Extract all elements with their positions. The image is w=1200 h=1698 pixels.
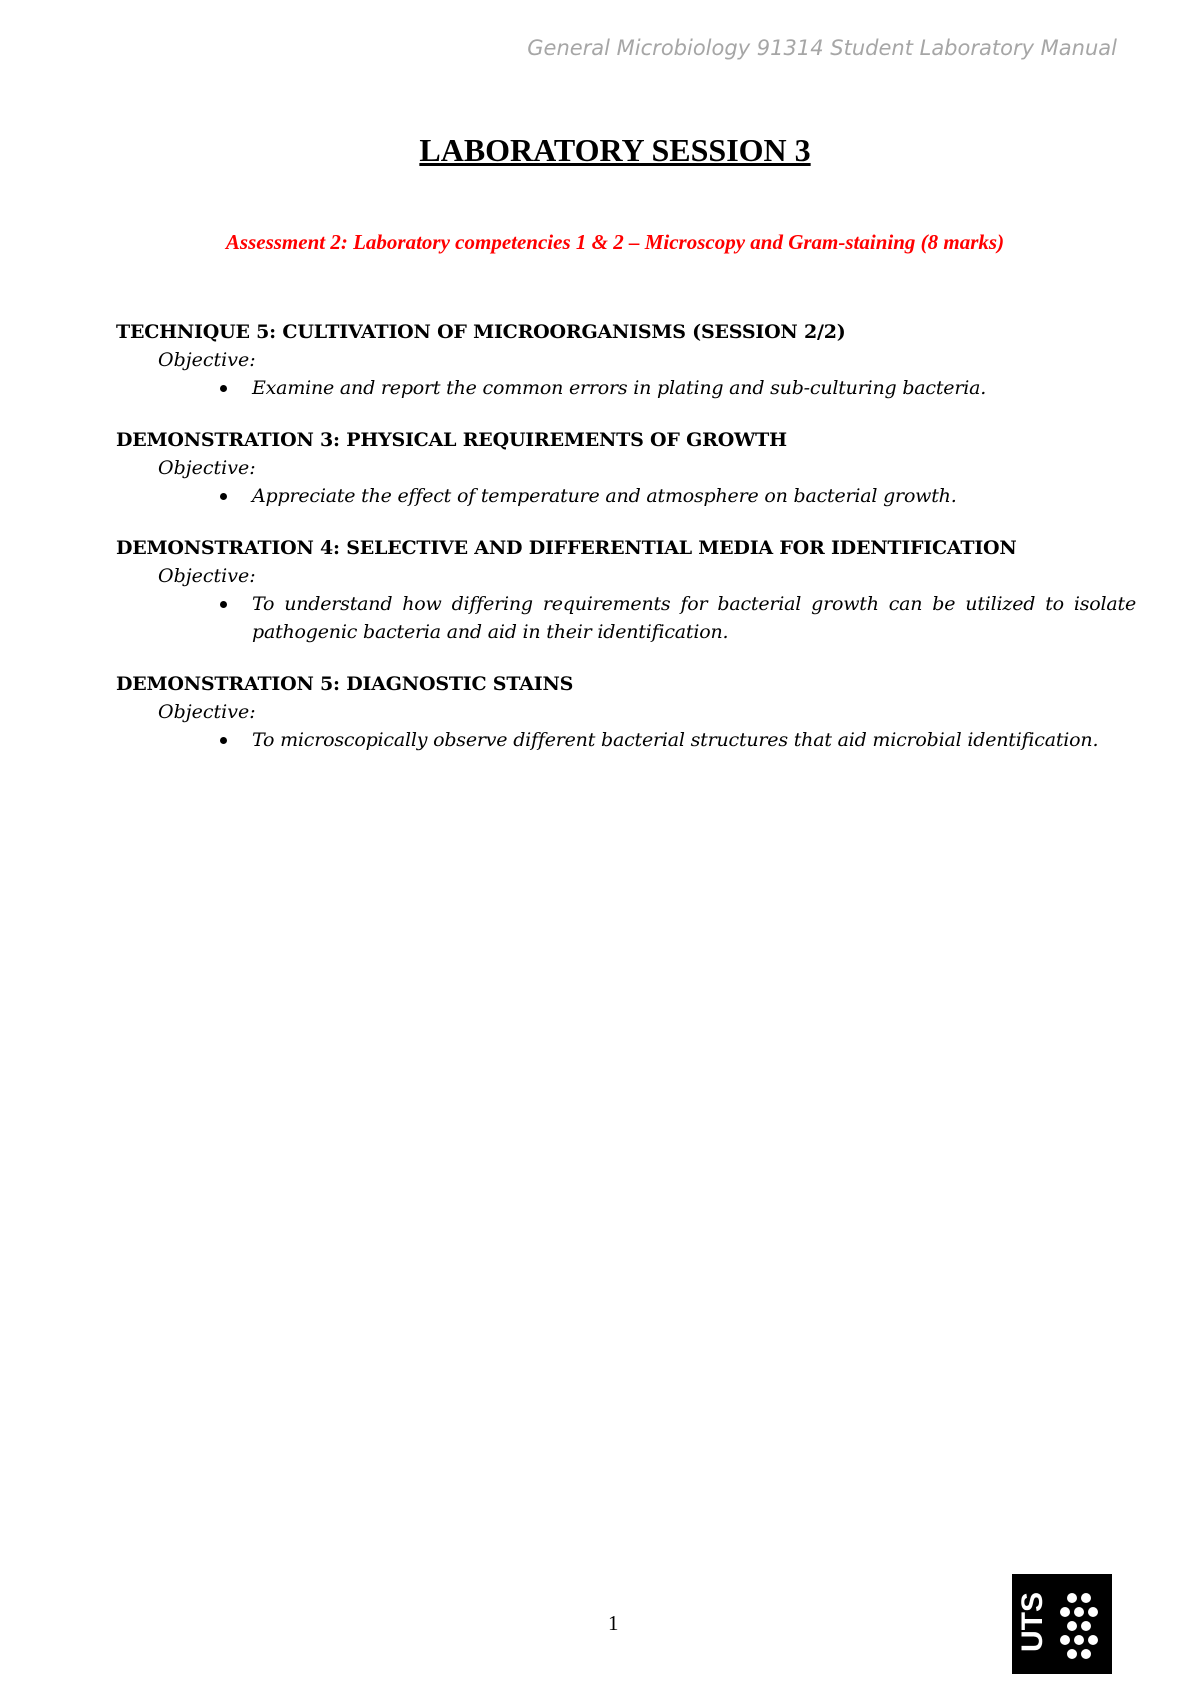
objective-text: To microscopically observe different bacterial structures that aid microbial identification. [252, 729, 1099, 751]
objective-list [116, 726, 1136, 754]
page-title: LABORATORY SESSION 3 [419, 132, 811, 168]
bullet-icon [220, 493, 227, 500]
objective-text: Examine and report the common errors in plating and sub-culturing bacteria. [252, 377, 987, 399]
objective-text: To understand how differing requirements for bacterial growth can be utilized to isolate pathogenic bacteria and aid in their identification. [252, 593, 1136, 643]
section-demonstration-4 [116, 534, 1136, 646]
section-demonstration-5 [116, 670, 1136, 754]
assessment-note: Assessment 2: Laboratory competencies 1 & 2 – Microscopy and Gram-staining (8 marks) [225, 230, 1005, 254]
objective-text: Appreciate the effect of temperature and atmosphere on bacterial growth. [252, 485, 957, 507]
objective-label: Objective: [158, 457, 256, 479]
page-number: 1 [608, 1611, 619, 1635]
sections-container [116, 318, 1136, 778]
uts-logo-graphic [1012, 1574, 1112, 1674]
objective-label: Objective: [158, 701, 256, 723]
objective-item [252, 374, 1136, 402]
running-header: General Microbiology 91314 Student Laboratory Manual [527, 36, 1117, 60]
objective-list [116, 590, 1136, 646]
bullet-icon [220, 737, 227, 744]
section-heading: DEMONSTRATION 5: DIAGNOSTIC STAINS [116, 673, 574, 695]
bullet-icon [220, 601, 227, 608]
section-heading: TECHNIQUE 5: CULTIVATION OF MICROORGANISMS (SESSION 2/2) [116, 321, 846, 343]
objective-item [252, 482, 1136, 510]
uts-logo-text: UTS [1016, 1592, 1049, 1652]
bullet-icon [220, 385, 227, 392]
section-technique-5 [116, 318, 1136, 402]
section-demonstration-3 [116, 426, 1136, 510]
objective-list [116, 482, 1136, 510]
objective-list [116, 374, 1136, 402]
objective-item [252, 726, 1136, 754]
section-heading: DEMONSTRATION 3: PHYSICAL REQUIREMENTS OF GROWTH [116, 429, 787, 451]
section-heading: DEMONSTRATION 4: SELECTIVE AND DIFFERENTIAL MEDIA FOR IDENTIFICATION [116, 537, 1017, 559]
objective-label: Objective: [158, 349, 256, 371]
uts-logo-icon [1012, 1574, 1112, 1674]
objective-label: Objective: [158, 565, 256, 587]
objective-item [252, 590, 1136, 646]
